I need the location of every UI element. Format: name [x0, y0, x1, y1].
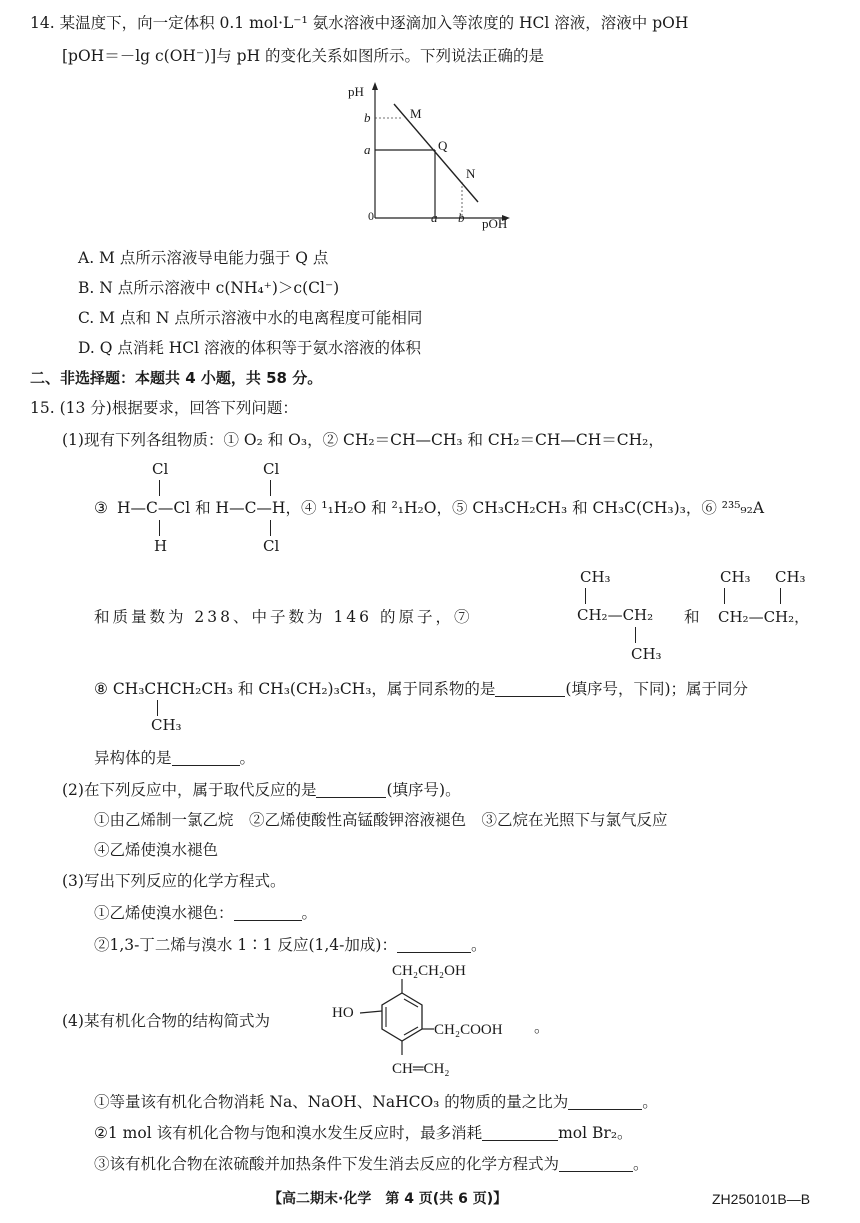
q15-part1-and: 和	[684, 608, 700, 626]
q15-part1-line6b: 。	[239, 749, 256, 767]
q15-part4-sub1b: 。	[642, 1093, 658, 1111]
q15-part1-line1: (1)现有下列各组物质：① O₂ 和 O₃，② CH₂＝CH—CH₃ 和 CH₂＝CH—CH＝CH₂，	[62, 431, 664, 449]
x-tick-a: a	[431, 210, 438, 225]
answer-blank-eq1[interactable]	[234, 904, 302, 921]
q14-option-d: D. Q 点消耗 HCl 溶液的体积等于氨水溶液的体积	[78, 339, 422, 357]
struct7a-ch3-top: CH₃	[580, 568, 611, 586]
struct7b-chain: CH₂—CH₂，	[718, 608, 810, 626]
q14-stem-line1: 14. 某温度下，向一定体积 0.1 mol·L⁻¹ 氨水溶液中逐滴加入等浓度的 HCl 溶液，溶液中 pOH	[30, 14, 689, 32]
struct3a-top-cl: Cl	[152, 460, 169, 478]
section-2-heading: 二、非选择题：本题共 4 小题，共 58 分。	[30, 369, 323, 387]
struct3b-bottom-cl: Cl	[263, 537, 280, 555]
answer-blank-substitution[interactable]	[316, 781, 386, 798]
q15-part2-line1b: (填序号)。	[386, 781, 461, 799]
struct3a-bottom-h: H	[154, 537, 168, 555]
x-tick-b: b	[458, 210, 465, 225]
q15-part1-line6	[94, 747, 255, 769]
ring-right-group: CH₂COOH	[434, 1022, 503, 1038]
q15-part1-item3: H—C—Cl 和 H—C—H，④ ¹₁H₂O 和 ²₁H₂O，⑤ CH₃CH₂CH₃ 和 CH₃C(CH₃)₃，⑥ ²³⁵₉₂A	[117, 499, 765, 517]
footer-page-info: 【高二期末·化学 第 4 页(共 6 页)】	[268, 1191, 508, 1207]
q15-part3-line1: (3)写出下列反应的化学方程式。	[62, 872, 286, 890]
q15-part3-line3a: ②1,3-丁二烯与溴水 1∶1 反应(1,4-加成)：	[94, 936, 397, 954]
q15-part4-line1a: (4)某有机化合物的结构简式为	[62, 1012, 270, 1030]
q14-option-c: C. M 点和 N 点所示溶液中水的电离程度可能相同	[78, 309, 423, 327]
q14-graph	[340, 78, 520, 238]
q15-part1-line4: 和质量数为 238、中子数为 146 的原子，⑦	[94, 608, 473, 626]
q15-part3-line2	[94, 902, 317, 924]
point-N: N	[466, 166, 476, 181]
q15-part3-line2b: 。	[301, 904, 318, 922]
answer-blank-ratio[interactable]	[568, 1093, 642, 1110]
y-tick-a: a	[364, 142, 371, 157]
q14-option-a: A. M 点所示溶液导电能力强于 Q 点	[78, 249, 329, 267]
q14-stem-line2: [pOH＝－lg c(OH⁻)]与 pH 的变化关系如图所示。下列说法正确的是	[62, 47, 545, 65]
q15-part4-line1b: 。	[534, 1018, 550, 1036]
q15-part4-sub3a: ③该有机化合物在浓硫酸并加热条件下发生消去反应的化学方程式为	[94, 1155, 560, 1173]
answer-blank-elimination[interactable]	[559, 1155, 633, 1172]
point-M: M	[410, 106, 422, 121]
struct7a-ch2-left: CH₂	[577, 606, 608, 624]
x-axis-label: pOH	[482, 216, 508, 231]
q15-part1-line5b: (填序号，下同)；属于同分	[565, 680, 749, 698]
y-tick-b: b	[364, 110, 371, 125]
q15-part4-sub1a: ①等量该有机化合物消耗 Na、NaOH、NaHCO₃ 的物质的量之比为	[94, 1093, 569, 1111]
q15-title: 15. (13 分)根据要求，回答下列问题：	[30, 399, 298, 417]
answer-blank-homologs[interactable]	[495, 680, 565, 697]
struct7b-ch3-top-right: CH₃	[775, 568, 806, 586]
answer-blank-br2[interactable]	[482, 1124, 558, 1141]
q15-part3-line2a: ①乙烯使溴水褪色：	[94, 904, 234, 922]
q15-part1-line5a: ⑧ CH₃CHCH₂CH₃ 和 CH₃(CH₂)₃CH₃，属于同系物的是	[94, 680, 496, 698]
q15-part2-line2: ①由乙烯制一氯乙烷 ②乙烯使酸性高锰酸钾溶液褪色 ③乙烷在光照下与氯气反应	[94, 811, 668, 829]
struct7b-ch3-top-left: CH₃	[720, 568, 751, 586]
ring-top-group: CH₂CH₂OH	[392, 963, 466, 979]
benzene-structure	[330, 955, 560, 1080]
q15-part4-sub1	[94, 1091, 658, 1113]
struct7b-ch2-right: CH₂	[763, 608, 795, 626]
footer-code: ZH250101B—B	[712, 1191, 811, 1207]
q15-part1-circ3: ③	[94, 499, 108, 517]
y-axis-label: pH	[348, 84, 364, 99]
q15-part1-line6a: 异构体的是	[94, 749, 172, 767]
q15-part2-line3: ④乙烯使溴水褪色	[94, 841, 219, 859]
q14-option-b: B. N 点所示溶液中 c(NH₄⁺)＞c(Cl⁻)	[78, 279, 340, 297]
answer-blank-isomers[interactable]	[172, 749, 240, 766]
q15-part4-sub2a: ②1 mol 该有机化合物与饱和溴水发生反应时，最多消耗	[94, 1124, 483, 1142]
ring-oh: HO	[332, 1005, 354, 1021]
struct7a-ch3-bottom: CH₃	[631, 645, 662, 663]
struct7b-ch2-left: CH₂	[718, 608, 749, 626]
q15-part4-sub3b: 。	[633, 1155, 649, 1173]
point-Q: Q	[438, 138, 448, 153]
q15-part4-sub2	[94, 1122, 633, 1144]
origin-label: 0	[368, 209, 374, 223]
q15-part4-sub3	[94, 1153, 649, 1175]
struct8-ch3-branch: CH₃	[151, 716, 182, 734]
q15-part3-line3	[94, 934, 486, 956]
q15-part3-line3b: 。	[470, 936, 487, 954]
struct7a-ch2-right: CH₂	[622, 606, 654, 624]
answer-blank-eq2[interactable]	[397, 936, 471, 953]
q15-part4-sub2b: mol Br₂。	[558, 1124, 633, 1142]
ring-bottom-group: CH═CH₂	[392, 1061, 450, 1077]
q15-part2-line1a: (2)在下列反应中，属于取代反应的是	[62, 781, 317, 799]
q15-part2-line1	[62, 779, 461, 801]
struct7a-chain: CH₂—CH₂	[577, 606, 654, 624]
q15-part1-line5	[94, 678, 748, 700]
struct3b-top-cl: Cl	[263, 460, 280, 478]
